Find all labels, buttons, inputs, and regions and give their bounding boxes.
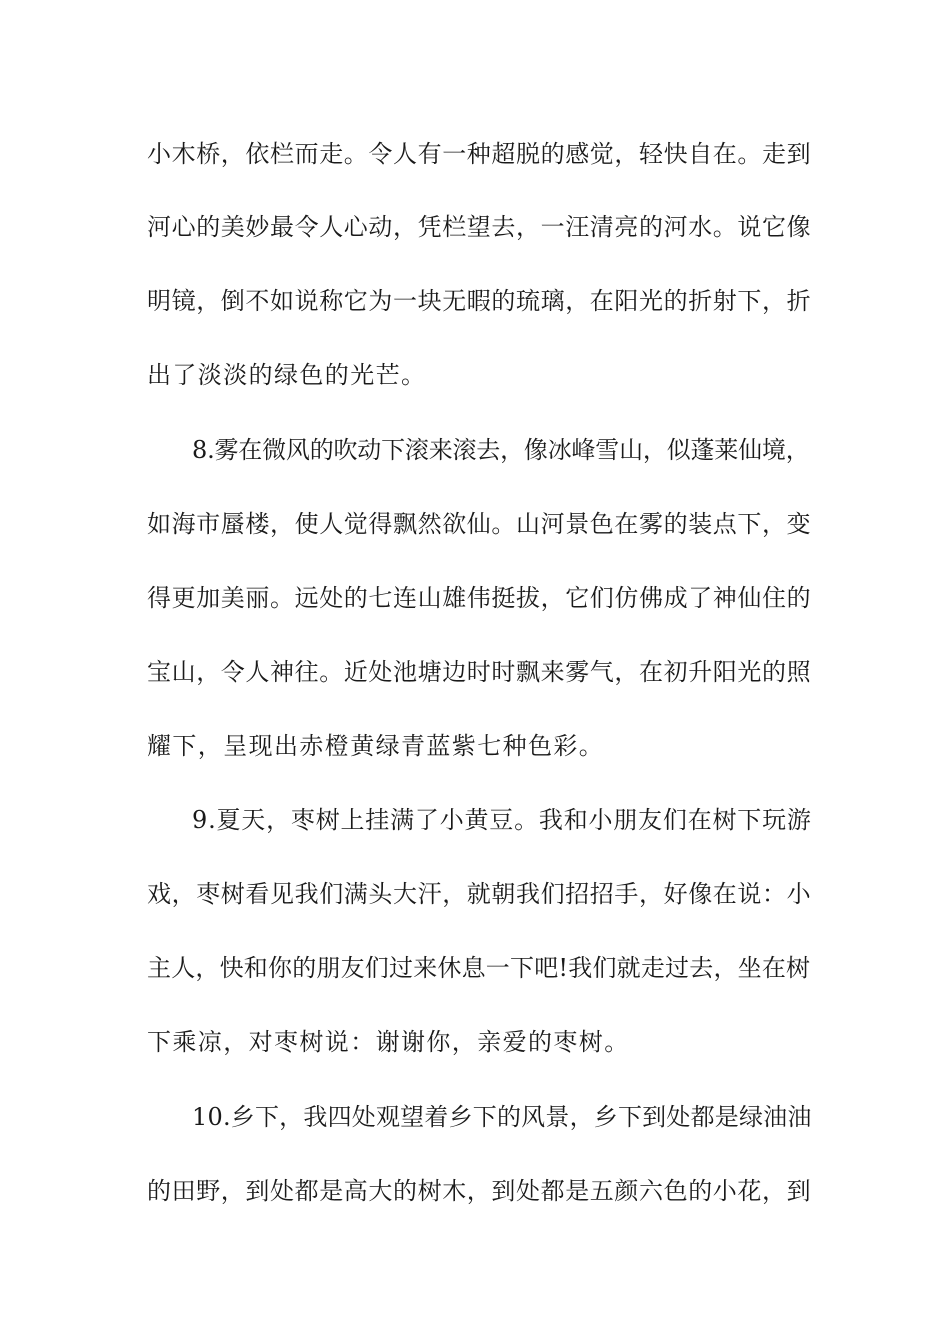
text-line: 戏，枣树看见我们满头大汗，就朝我们招招手，好像在说：小 — [147, 880, 812, 908]
paragraph-9-start: 9.夏天，枣树上挂满了小黄豆。我和小朋友们在树下玩游 — [192, 806, 812, 834]
text-line: 小木桥，依栏而走。令人有一种超脱的感觉，轻快自在。走到 — [147, 140, 812, 168]
paragraph-8-start: 8.雾在微风的吹动下滚来滚去，像冰峰雪山，似蓬莱仙境， — [192, 436, 810, 464]
text-line: 主人，快和你的朋友们过来休息一下吧!我们就走过去，坐在树 — [147, 954, 811, 982]
text-line: 出了淡淡的绿色的光芒。 — [147, 361, 427, 389]
text-line: 河心的美妙最令人心动，凭栏望去，一汪清亮的河水。说它像 — [147, 213, 812, 241]
paragraph-10-start: 10.乡下，我四处观望着乡下的风景，乡下到处都是绿油油 — [192, 1103, 812, 1131]
text-line: 下乘凉，对枣树说：谢谢你，亲爱的枣树。 — [147, 1028, 630, 1056]
text-line: 的田野，到处都是高大的树木，到处都是五颜六色的小花，到 — [147, 1177, 812, 1205]
text-line: 得更加美丽。远处的七连山雄伟挺拔，它们仿佛成了神仙住的 — [147, 584, 812, 612]
text-line: 宝山，令人神往。近处池塘边时时飘来雾气，在初升阳光的照 — [147, 658, 812, 686]
text-line: 明镜，倒不如说称它为一块无暇的琉璃，在阳光的折射下，折 — [147, 287, 812, 315]
text-line: 耀下，呈现出赤橙黄绿青蓝紫七种色彩。 — [147, 732, 605, 760]
text-line: 如海市蜃楼，使人觉得飘然欲仙。山河景色在雾的装点下，变 — [147, 510, 812, 538]
